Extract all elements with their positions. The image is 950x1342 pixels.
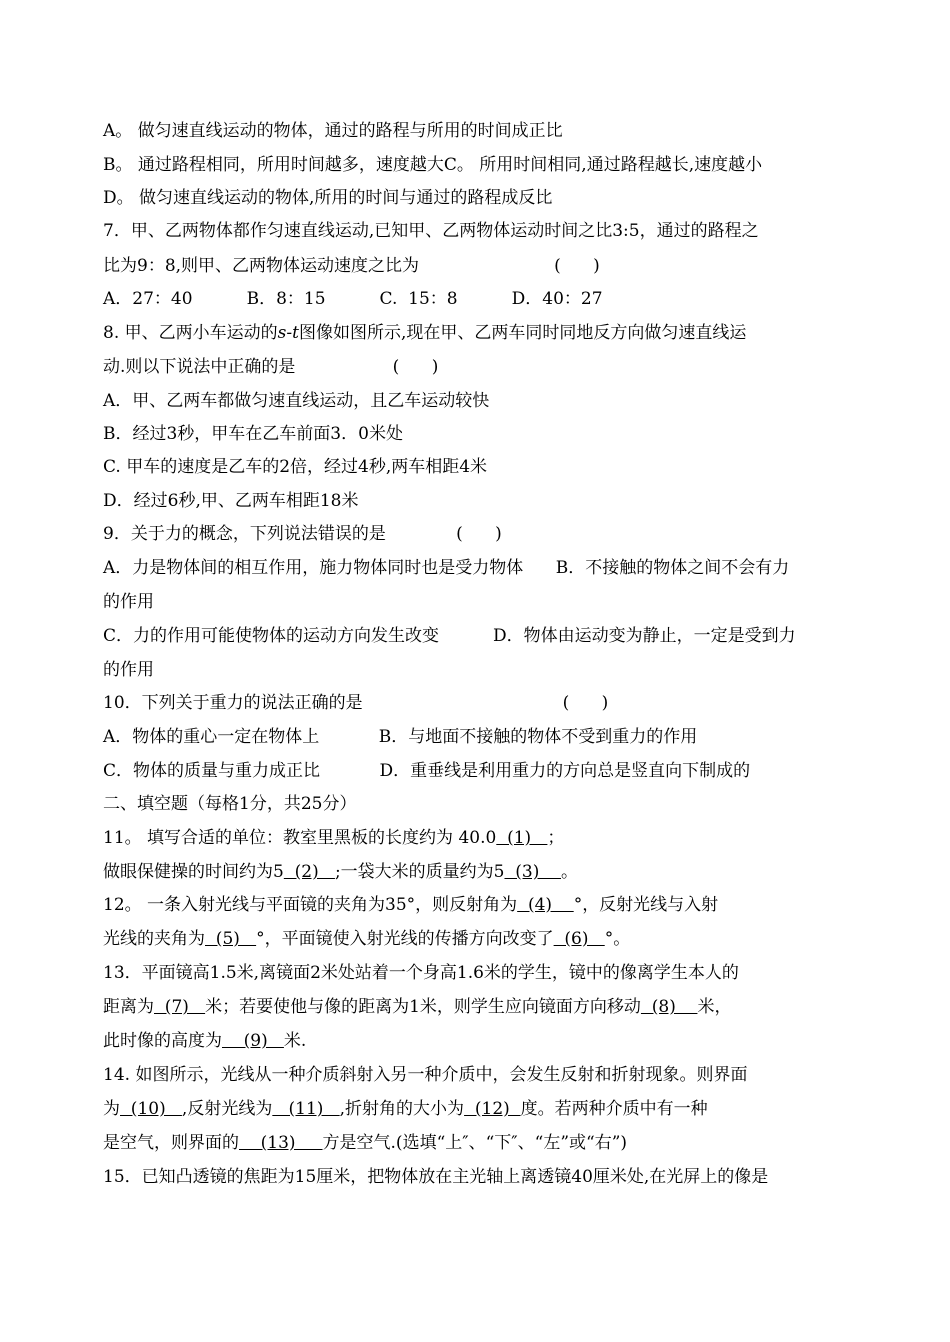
q8-stem-line1 xyxy=(103,321,746,345)
q9-options-cd: C．力的作用可能使物体的运动方向发生改变 D．物体由运动变为静止，一定是受到力 xyxy=(103,626,796,646)
q10-options-ab: A．物体的重心一定在物体上 B．与地面不接触的物体不受到重力的作用 xyxy=(103,727,698,747)
q15-line1: 15．已知凸透镜的焦距为15厘米，把物体放在主光轴上离透镜40厘米处,在光屏上的像是 xyxy=(103,1167,769,1187)
q14-text-4: 度。若两种介质中有一种 xyxy=(520,1099,708,1119)
q12-blank-5: (5) xyxy=(205,929,257,949)
q8-option-d: D．经过6秒,甲、乙两车相距18米 xyxy=(103,491,359,511)
q6-option-a: A。 做匀速直线运动的物体，通过的路程与所用的时间成正比 xyxy=(103,121,563,141)
q13-blank-9: (9) xyxy=(222,1031,284,1051)
q9-stem: 9．关于力的概念，下列说法错误的是 ( ) xyxy=(103,524,502,544)
q6-option-d: D。 做匀速直线运动的物体,所用的时间与通过的路程成反比 xyxy=(103,188,553,208)
q11-line2 xyxy=(103,860,578,884)
q8-st-s: s xyxy=(277,323,287,343)
q9-options-ab: A．力是物体间的相互作用，施力物体同时也是受力物体 B．不接触的物体之间不会有力 xyxy=(103,558,790,578)
q14-line3 xyxy=(103,1131,627,1155)
q8-stem-post: 图像如图所示,现在甲、乙两车同时同地反方向做匀速直线运 xyxy=(298,323,747,343)
q9-options-cd-cont: 的作用 xyxy=(103,660,154,680)
q11-blank-2: (2) xyxy=(283,862,335,882)
q14-blank-10: (10) xyxy=(120,1099,182,1119)
q14-text-6: 方是空气.(选填“上″、“下″、“左”或“右”) xyxy=(322,1133,628,1153)
q8-st-t: t xyxy=(292,323,299,343)
q14-line1: 14. 如图所示，光线从一种介质斜射入另一种介质中，会发生反射和折射现象。则界面 xyxy=(103,1065,748,1085)
q13-blank-7: (7) xyxy=(154,997,206,1017)
q8-stem-line2: 动.则以下说法中正确的是 ( ) xyxy=(103,357,439,377)
q6-option-b-c: B。 通过路程相同，所用时间越多，速度越大C。 所用时间相同,通过路程越长,速度越小 xyxy=(103,155,763,175)
q12-text-2: °，反射光线与入射 xyxy=(573,895,719,915)
q10-stem: 10．下列关于重力的说法正确的是 ( ) xyxy=(103,693,609,713)
q8-stem-pre: 8. 甲、乙两小车运动的 xyxy=(103,323,278,343)
q12-text-4: °，平面镜使入射光线的传播方向改变了 xyxy=(256,929,554,949)
q13-text-5: 米. xyxy=(283,1031,307,1051)
q14-text-2: ,反射光线为 xyxy=(181,1099,273,1119)
q11-text-4: ;一袋大米的质量约为5 xyxy=(334,862,505,882)
q8-option-c: C. 甲车的速度是乙车的2倍，经过4秒,两车相距4米 xyxy=(103,457,488,477)
q11-text-1: 11。 填写合适的单位：教室里黑板的长度约为 40.0 xyxy=(103,828,497,848)
q7-stem-line2: 比为9：8,则甲、乙两物体运动速度之比为 ( ) xyxy=(103,256,600,276)
q12-text-5: °。 xyxy=(604,929,631,949)
q13-text-3: 米， xyxy=(697,997,732,1017)
q13-line1: 13．平面镜高1.5米,离镜面2米处站着一个身高1.6米的学生，镜中的像离学生本人的 xyxy=(103,963,739,983)
q13-line2 xyxy=(103,995,731,1019)
q14-text-5: 是空气，则界面的 xyxy=(103,1133,239,1153)
q11-blank-3: (3) xyxy=(504,862,561,882)
q8-option-a: A．甲、乙两车都做匀速直线运动，且乙车运动较快 xyxy=(103,391,490,411)
q9-options-ab-cont: 的作用 xyxy=(103,592,154,612)
q8-option-b: B．经过3秒，甲车在乙车前面3．0米处 xyxy=(103,424,403,444)
q13-blank-8: (8) xyxy=(640,997,698,1017)
q11-text-5: 。 xyxy=(561,862,578,882)
q12-line2 xyxy=(103,927,630,951)
q14-line2 xyxy=(103,1097,708,1121)
q13-text-1: 距离为 xyxy=(103,997,154,1017)
q12-blank-4: (4) xyxy=(517,895,574,915)
q12-blank-6: (6) xyxy=(553,929,605,949)
q8-st-dash: - xyxy=(286,323,293,343)
q14-text-1: 为 xyxy=(103,1099,120,1119)
q11-text-3: 做眼保健操的时间约为5 xyxy=(103,862,284,882)
q12-text-1: 12。 一条入射光线与平面镜的夹角为35°，则反射角为 xyxy=(103,895,518,915)
q13-text-4: 此时像的高度为 xyxy=(103,1031,222,1051)
section-2-heading: 二、填空题（每格1分，共25分） xyxy=(103,794,357,814)
q11-text-2: ； xyxy=(547,828,565,848)
q11-blank-1: (1) xyxy=(496,828,548,848)
q7-stem-line1: 7．甲、乙两物体都作匀速直线运动,已知甲、乙两物体运动时间之比3:5，通过的路程之 xyxy=(103,221,759,241)
q14-blank-12: (12) xyxy=(464,1099,521,1119)
q14-text-3: ,折射角的大小为 xyxy=(339,1099,465,1119)
q12-text-3: 光线的夹角为 xyxy=(103,929,205,949)
q14-blank-11: (11) xyxy=(272,1099,340,1119)
q13-line3 xyxy=(103,1029,306,1053)
q7-options: A．27：40 B．8：15 C. 15：8 D．40：27 xyxy=(103,289,603,309)
q14-blank-13: (13) xyxy=(239,1133,323,1153)
q11-line1 xyxy=(103,826,564,850)
q12-line1 xyxy=(103,893,718,917)
q13-text-2: 米；若要使他与像的距离为1米，则学生应向镜面方向移动 xyxy=(205,997,641,1017)
q10-options-cd: C．物体的质量与重力成正比 D．重垂线是利用重力的方向总是竖直向下制成的 xyxy=(103,761,751,781)
